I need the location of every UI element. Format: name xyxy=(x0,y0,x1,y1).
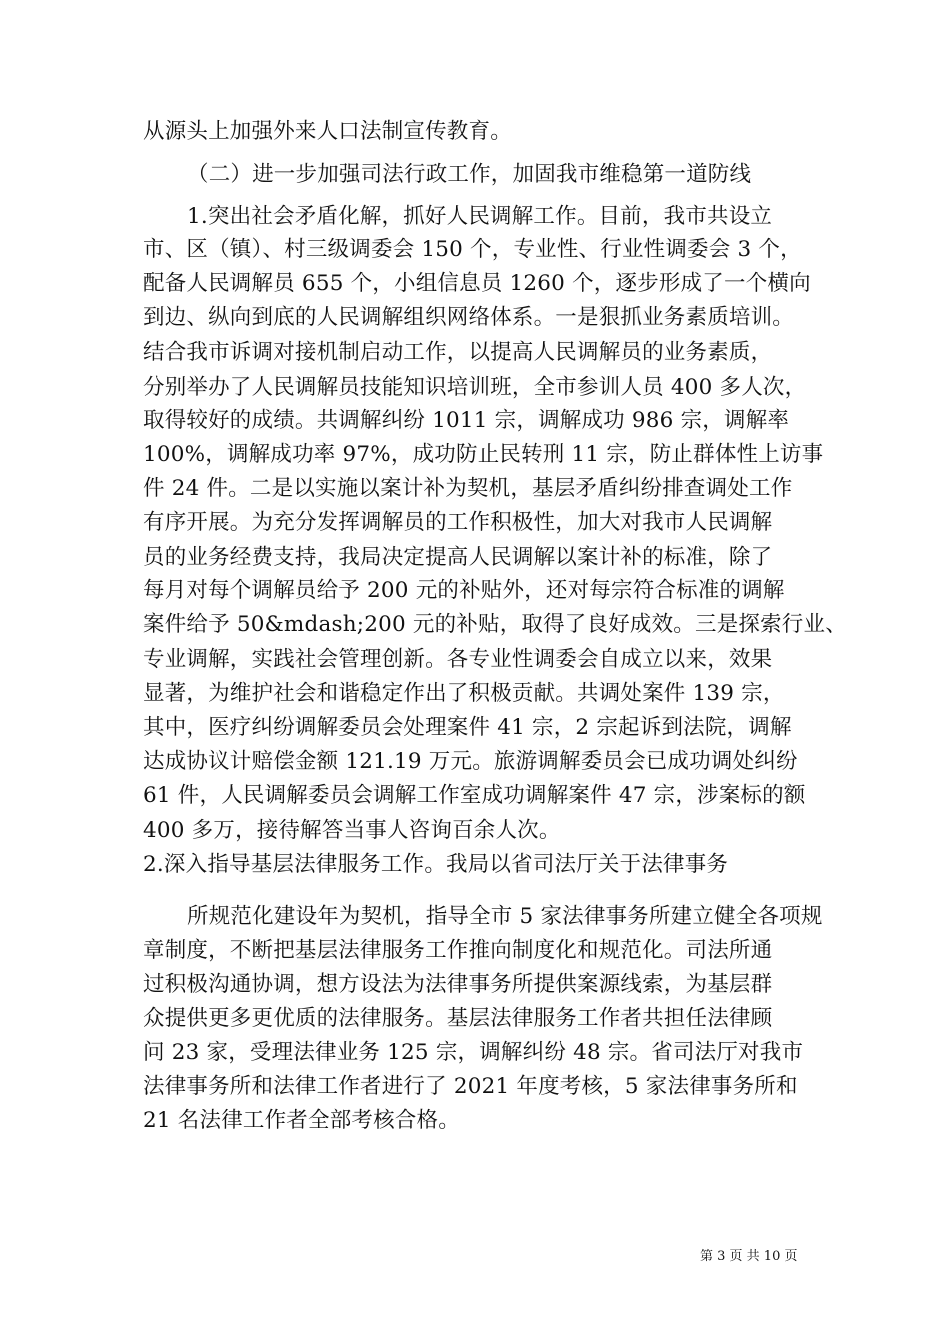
paragraph-line: 所规范化建设年为契机，指导全市 5 家法律事务所建立健全各项规 xyxy=(187,904,823,929)
paragraph-line: 到边、纵向到底的人民调解组织网络体系。一是狠抓业务素质培训。 xyxy=(143,305,795,330)
paragraph-line: 章制度，不断把基层法律服务工作推向制度化和规范化。司法所通 xyxy=(143,938,773,963)
page-number: 第 3 页 共 10 页 xyxy=(700,1249,798,1264)
paragraph-line: 61 件，人民调解委员会调解工作室成功调解案件 47 宗，涉案标的额 xyxy=(143,783,806,808)
paragraph-line: 其中，医疗纠纷调解委员会处理案件 41 宗，2 宗起诉到法院，调解 xyxy=(143,715,792,740)
paragraph-line: 取得较好的成绩。共调解纠纷 1011 宗，调解成功 986 宗，调解率 xyxy=(143,408,790,433)
paragraph-line: 过积极沟通协调，想方设法为法律事务所提供案源线索，为基层群 xyxy=(143,972,773,997)
paragraph-line: 1.突出社会矛盾化解，抓好人民调解工作。目前，我市共设立 xyxy=(187,204,773,229)
paragraph-line: 员的业务经费支持，我局决定提高人民调解以案计补的标准，除了 xyxy=(143,545,773,570)
paragraph-line: 法律事务所和法律工作者进行了 2021 年度考核，5 家法律事务所和 xyxy=(143,1074,798,1099)
paragraph-line: 显著，为维护社会和谐稳定作出了积极贡献。共调处案件 139 宗， xyxy=(143,681,785,706)
paragraph-line: 分别举办了人民调解员技能知识培训班，全市参训人员 400 多人次， xyxy=(143,375,807,400)
paragraph-line: 有序开展。为充分发挥调解员的工作积极性，加大对我市人民调解 xyxy=(143,510,773,535)
paragraph-line: 400 多万，接待解答当事人咨询百余人次。 xyxy=(143,818,561,843)
paragraph-line: 每月对每个调解员给予 200 元的补贴外，还对每宗符合标准的调解 xyxy=(143,578,785,603)
paragraph-line: 2.深入指导基层法律服务工作。我局以省司法厅关于法律事务 xyxy=(143,852,729,877)
paragraph-line: 专业调解，实践社会管理创新。各专业性调委会自成立以来，效果 xyxy=(143,647,773,672)
paragraph-line: 结合我市诉调对接机制启动工作，以提高人民调解员的业务素质， xyxy=(143,340,773,365)
paragraph-line: 从源头上加强外来人口法制宣传教育。 xyxy=(143,119,512,144)
paragraph-line: 市、区（镇）、村三级调委会 150 个，专业性、行业性调委会 3 个， xyxy=(143,237,802,262)
paragraph-line: 配备人民调解员 655 个，小组信息员 1260 个，逐步形成了一个横向 xyxy=(143,271,811,296)
paragraph-line: 件 24 件。二是以实施以案计补为契机，基层矛盾纠纷排查调处工作 xyxy=(143,476,793,501)
paragraph-line: 案件给予 50&mdash;200 元的补贴，取得了良好成效。三是探索行业、 xyxy=(143,612,847,637)
paragraph-line: 100%，调解成功率 97%，成功防止民转刑 11 宗，防止群体性上访事 xyxy=(143,442,824,467)
paragraph-line: 众提供更多更优质的法律服务。基层法律服务工作者共担任法律顾 xyxy=(143,1006,773,1031)
paragraph-line: 问 23 家，受理法律业务 125 宗，调解纠纷 48 宗。省司法厅对我市 xyxy=(143,1040,804,1065)
section-heading: （二）进一步加强司法行政工作，加固我市维稳第一道防线 xyxy=(187,162,752,187)
paragraph-line: 达成协议计赔偿金额 121.19 万元。旅游调解委员会已成功调处纠纷 xyxy=(143,749,798,774)
paragraph-line: 21 名法律工作者全部考核合格。 xyxy=(143,1108,460,1133)
